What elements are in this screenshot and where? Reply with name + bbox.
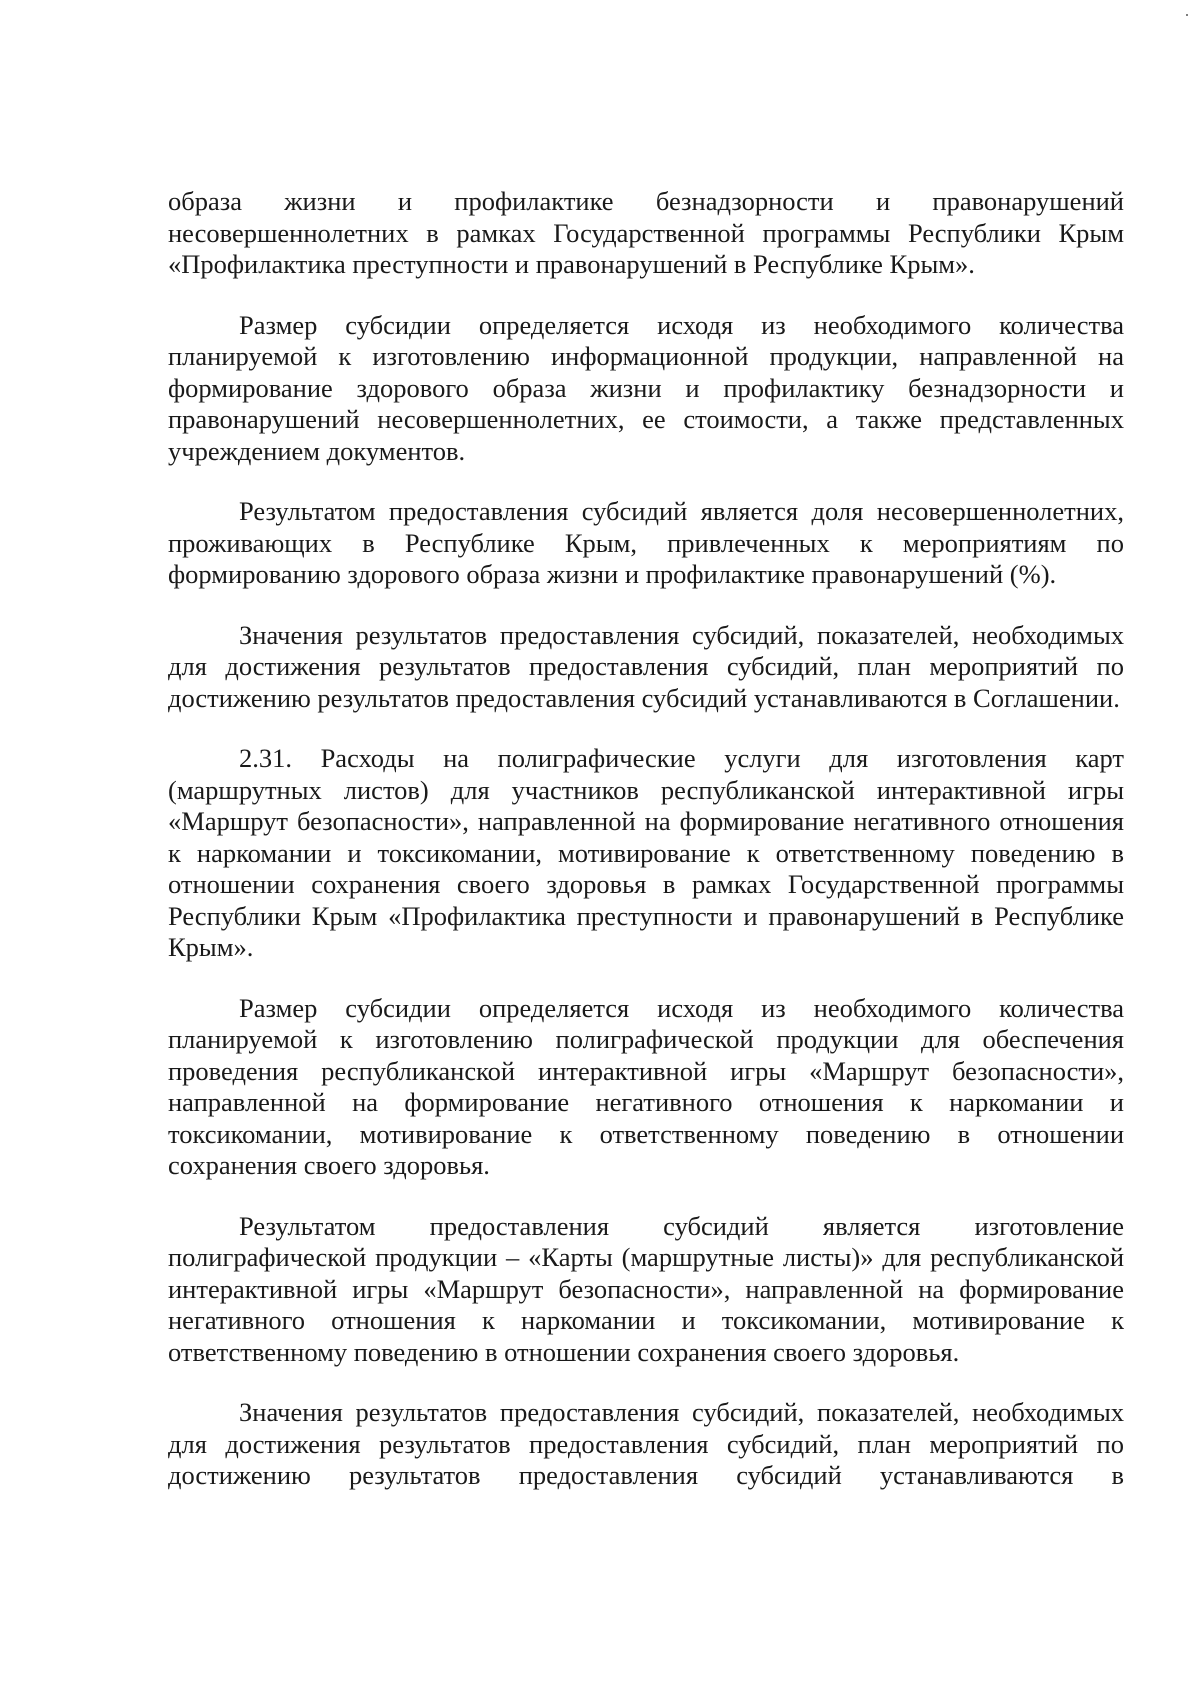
paragraph-continuation: образа жизни и профилактике безнадзорности и правонарушений несовершеннолетних в рамках Государственной программы Республики Крым «Профилактика преступности и правонарушений в Республике Крым». — [168, 186, 1124, 279]
paragraph-subsidy-size-info: Размер субсидии определяется исходя из необходимого количества планируемой к изготовлению информационной продукции, направленной на формирование здорового образа жизни и профилактику безнадзорности и правонарушений несовершеннолетних, ее стоимости, а также представленных учреждением документов. — [168, 309, 1124, 466]
paragraph-result-values-agreement: Значения результатов предоставления субсидий, показателей, необходимых для достижения результатов предоставления субсидий, план мероприятий по достижению результатов предоставления субсидий устанавливаются в Соглашении. — [168, 619, 1124, 713]
paragraph-subsidy-result-share: Результатом предоставления субсидий является доля несовершеннолетних, проживающих в Республике Крым, привлеченных к мероприятиям по формированию здорового образа жизни и профилактике правонарушений (%). — [168, 496, 1124, 589]
paragraph-item-2-31: 2.31. Расходы на полиграфические услуги для изготовления карт (маршрутных листов) для участников республиканской интерактивной игры «Маршрут безопасности», направленной на формирование негативного отношения к наркомании и токсикомании, мотивирование к ответственному поведению в отношении сохранения своего здоровья в рамках Государственной программы Республики Крым «Профилактика преступности и правонарушений в Республике Крым». — [168, 743, 1124, 962]
scan-artifact — [1186, 14, 1188, 16]
paragraph-subsidy-size-print: Размер субсидии определяется исходя из необходимого количества планируемой к изготовлению полиграфической продукции для обеспечения проведения республиканской интерактивной игры «Маршрут безопасности», направленной на формирование негативного отношения к наркомании и токсикомании, мотивирование к ответственному поведению в отношении сохранения своего здоровья. — [168, 992, 1124, 1180]
paragraph-result-values-continued: Значения результатов предоставления субсидий, показателей, необходимых для достижения результатов предоставления субсидий, план мероприятий по достижению результатов предоставления субсидий устанавливаются в — [168, 1397, 1124, 1490]
paragraph-subsidy-result-cards: Результатом предоставления субсидий является изготовление полиграфической продукции – «Карты (маршрутные листы)» для республиканской интерактивной игры «Маршрут безопасности», направленной на формирование негативного отношения к наркомании и токсикомании, мотивирование к ответственному поведению в отношении сохранения своего здоровья. — [168, 1210, 1124, 1367]
document-body — [168, 186, 1124, 1521]
